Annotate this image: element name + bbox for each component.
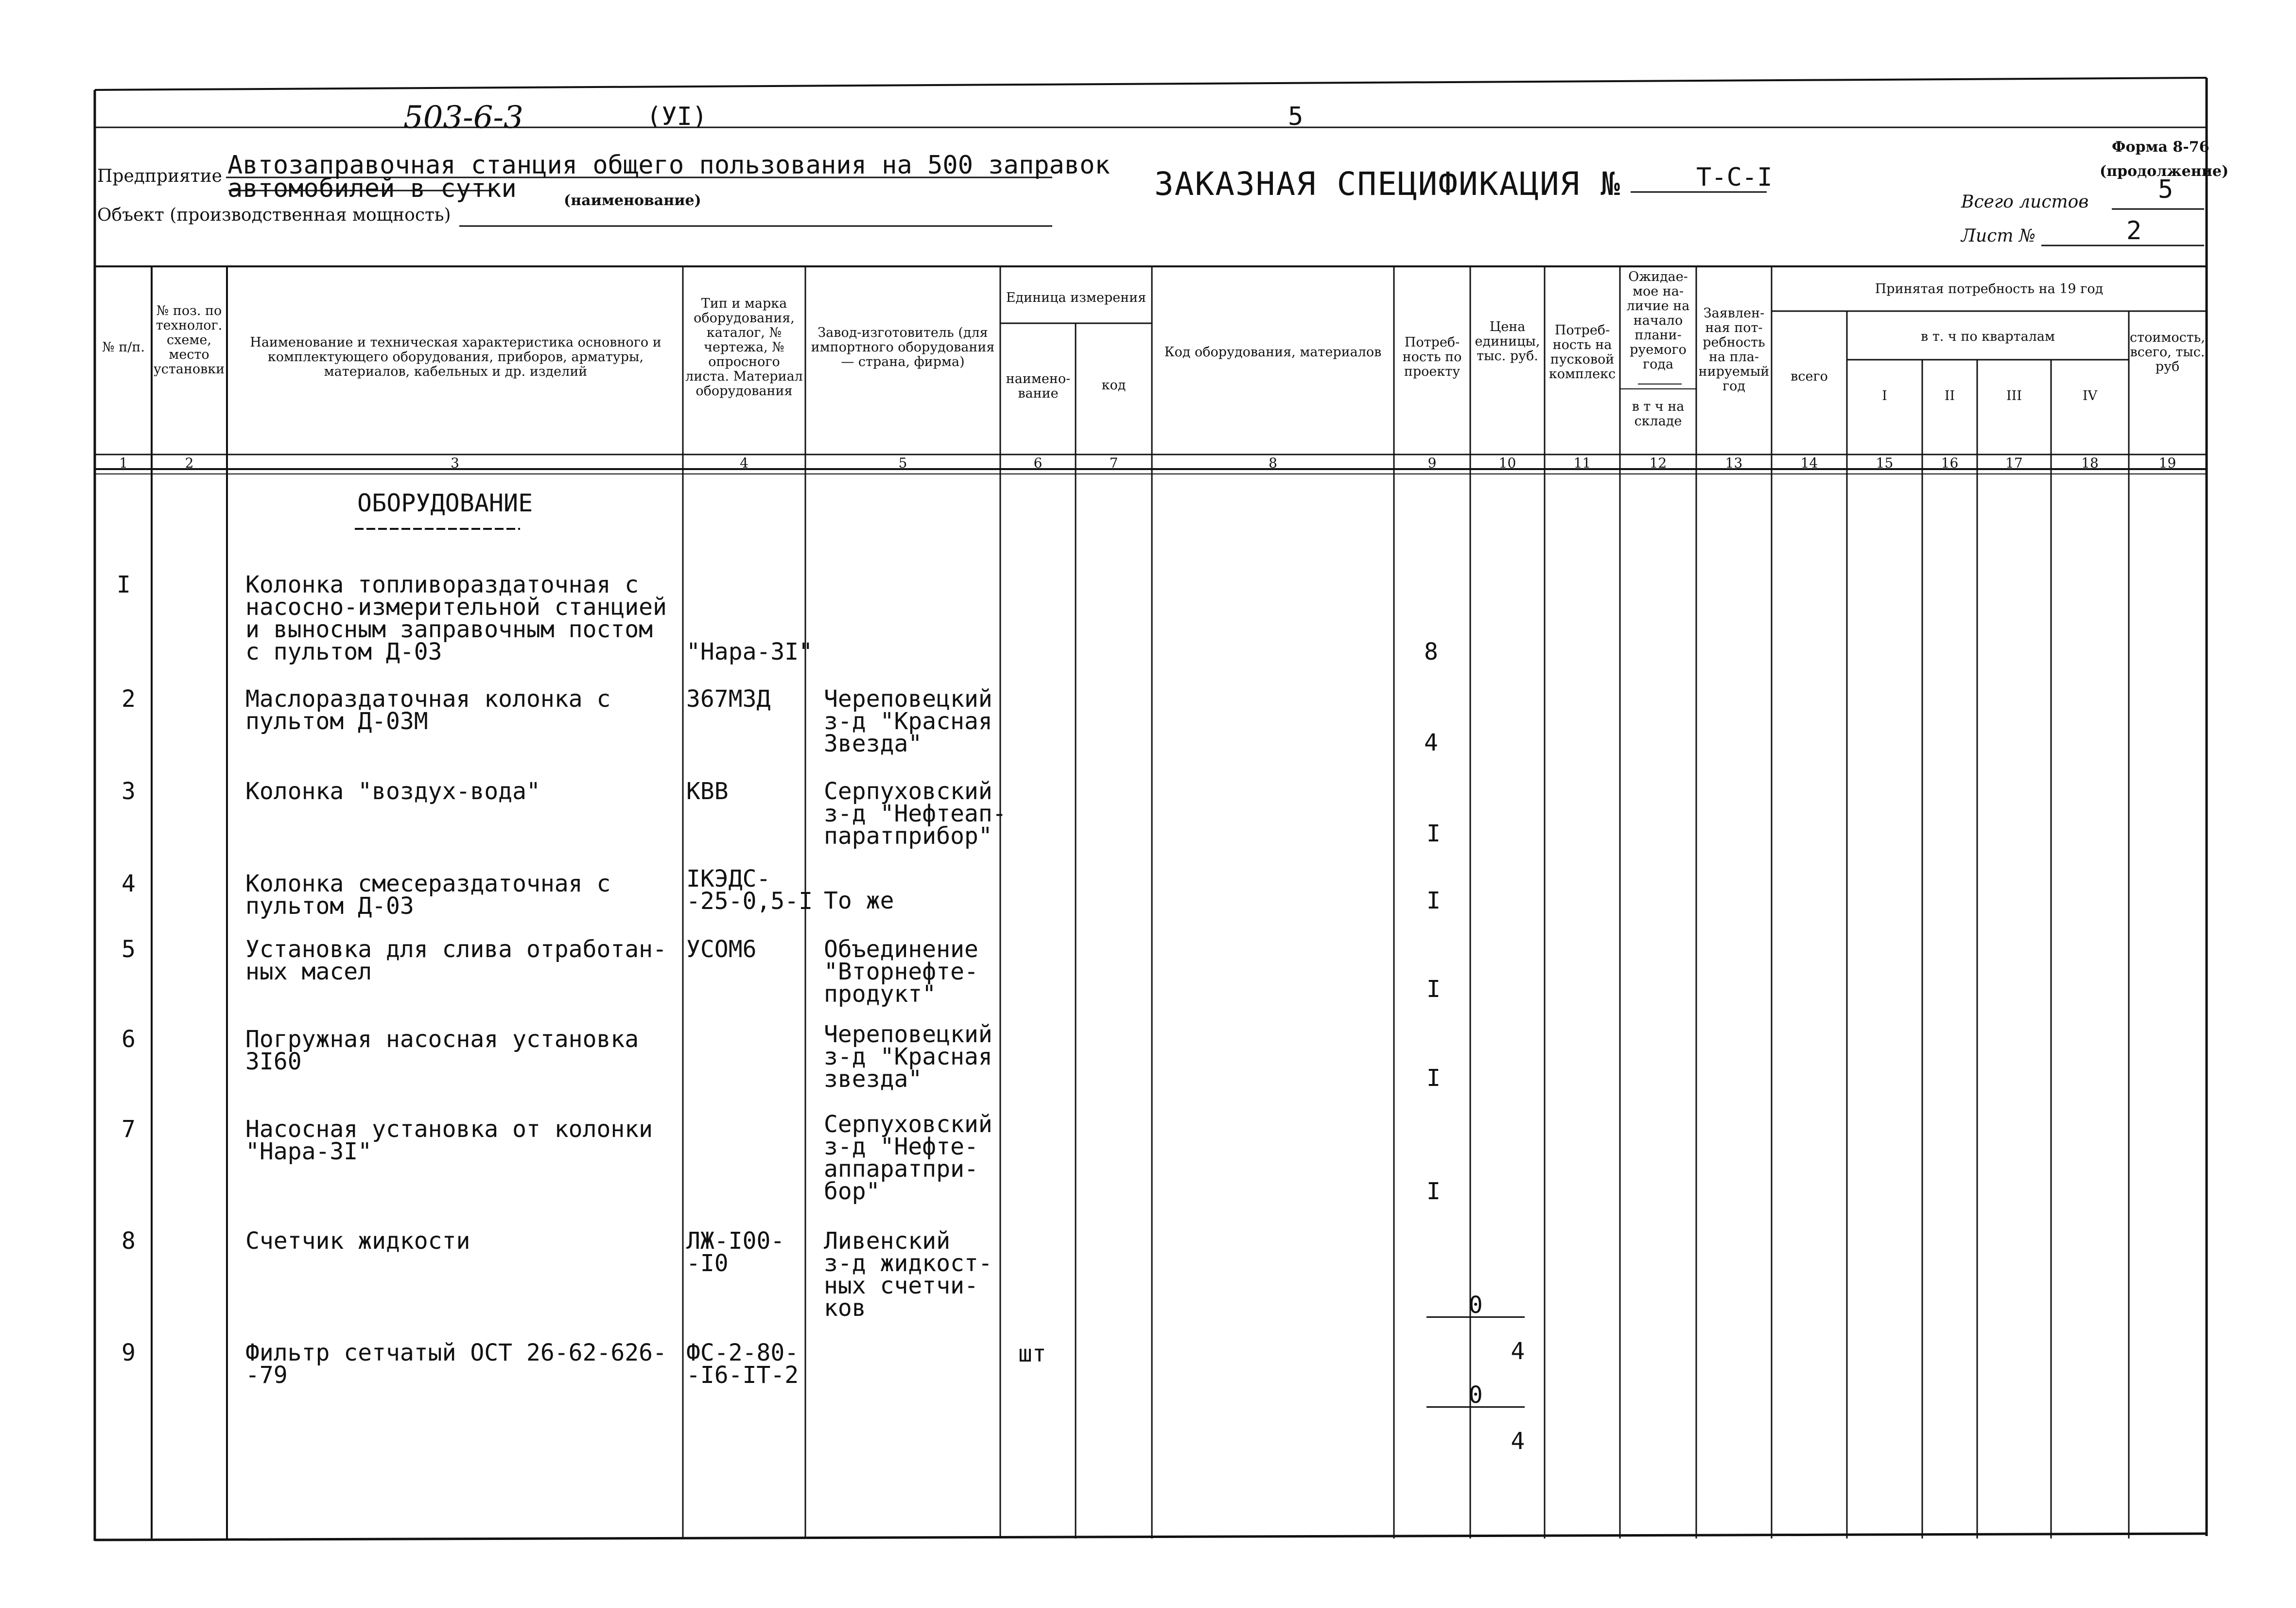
- col-header-18: IV: [2082, 388, 2098, 403]
- col-header-12-bottom: в т ч на складе: [1632, 399, 1685, 429]
- row-number: 5: [122, 936, 136, 963]
- row-number: 6: [122, 1026, 136, 1053]
- col-number: 3: [451, 455, 459, 471]
- row-maker: То же: [824, 887, 894, 914]
- enterprise-label: Предприятие: [97, 166, 222, 186]
- row-type: ФС-2-80- -I6-IТ-2: [686, 1339, 799, 1389]
- col-header-5: Завод-изготовитель (для импортного оборудования — страна, фирма): [811, 325, 995, 369]
- row-maker: Ливенский з-д жидкост- ных счетчи- ков: [824, 1227, 992, 1322]
- col-number: 2: [185, 455, 194, 471]
- row-number: I: [117, 571, 131, 598]
- col-header-quarters-group: в т. ч по кварталам: [1921, 329, 2055, 344]
- col-header-8: Код оборудования, материалов: [1164, 345, 1382, 360]
- col-header-2: № поз. по технолог. схеме, место установки: [153, 303, 225, 377]
- col-number: 6: [1033, 455, 1043, 471]
- row-quantity: I: [1426, 1065, 1441, 1092]
- page-number: 5: [1288, 102, 1304, 131]
- col-number: 19: [2158, 455, 2176, 471]
- document-code: 503-6-3: [403, 100, 523, 136]
- col-header-15: I: [1882, 388, 1887, 403]
- col-number: 17: [2005, 455, 2023, 471]
- row-name: Погружная насосная установка 3I60: [245, 1026, 639, 1075]
- total-sheets-value: 5: [2158, 175, 2174, 204]
- col-number: 8: [1269, 455, 1277, 471]
- row-quantity: I: [1426, 820, 1441, 847]
- col-header-accepted-group: Принятая потребность на 19 год: [1875, 281, 2104, 297]
- row-quantity: 8: [1424, 638, 1438, 665]
- col-header-14: всего: [1791, 369, 1828, 384]
- row-quantity: I: [1426, 976, 1441, 1003]
- row-name: Счетчик жидкости: [245, 1227, 470, 1255]
- row-type: УСОМ6: [686, 936, 757, 963]
- sheet-value: 2: [2126, 216, 2142, 245]
- col-number: 4: [740, 455, 748, 471]
- col-number: 12: [1649, 455, 1667, 471]
- row-maker: Череповецкий з-д "Красная Звезда": [824, 685, 992, 757]
- col-header-1: № п/п.: [102, 340, 145, 355]
- row-maker: Серпуховский з-д "Нефте- аппаратпри- бор": [824, 1111, 992, 1205]
- row-maker: Объединение "Вторнефте- продукт": [824, 936, 978, 1008]
- col-header-6: наименование: [1006, 371, 1071, 401]
- col-number: 9: [1427, 455, 1437, 471]
- col-number: 18: [2081, 455, 2099, 471]
- row-unit: шт: [1018, 1340, 1046, 1367]
- object-label: Объект (производственная мощность): [97, 205, 451, 225]
- row-name: Установка для слива отработан- ных масел: [245, 936, 667, 985]
- quantity-numerator: 0: [1426, 1384, 1525, 1408]
- row-number: 9: [122, 1339, 136, 1366]
- col-number: 15: [1876, 455, 1894, 471]
- spec-number: Т-С-I: [1696, 163, 1773, 192]
- row-name: Маслораздаточная колонка с пультом Д-03М: [245, 685, 611, 735]
- row-quantity: I: [1426, 1178, 1441, 1205]
- row-number: 4: [122, 870, 136, 897]
- col-number: 5: [898, 455, 907, 471]
- col-header-10: Цена единицы, тыс. руб.: [1475, 319, 1540, 364]
- row-maker: Серпуховский з-д "Нефтеап- паратприбор": [824, 778, 1007, 850]
- sheet-label: Лист №: [1961, 226, 2036, 246]
- row-number: 8: [122, 1227, 136, 1255]
- col-number: 11: [1573, 455, 1591, 471]
- row-type: "Нара-3I": [686, 638, 813, 665]
- col-header-16: II: [1944, 388, 1955, 403]
- col-number: 13: [1725, 455, 1743, 471]
- col-header-17: III: [2006, 388, 2022, 403]
- row-quantity: 4: [1424, 729, 1438, 756]
- col-header-4: Тип и марка оборудования, каталог, № чертежа, № опросного листа. Материал оборудования: [685, 296, 803, 399]
- col-number: 7: [1109, 455, 1118, 471]
- enterprise-name-line2: автомобилей в сутки: [227, 174, 517, 203]
- section-title: ОБОРУДОВАНИЕ: [357, 489, 533, 517]
- col-number: 16: [1941, 455, 1959, 471]
- quantity-numerator: 0: [1426, 1294, 1525, 1318]
- enterprise-name-line1: Автозаправочная станция общего пользования на 500 заправок: [227, 151, 1110, 180]
- quantity-denominator: 4: [1511, 1428, 1525, 1455]
- col-header-13: Заявленная потребность на планируемый год: [1698, 306, 1770, 394]
- col-header-12-top: Ожидаемое наличие на начало планируемого года: [1626, 269, 1690, 372]
- quantity-denominator: 4: [1511, 1338, 1525, 1365]
- name-caption: (наименование): [564, 192, 701, 209]
- col-header-3: Наименование и техническая характеристика основного и комплектующего оборудования, приборов, арматуры, материалов, кабельных и др. изделий: [250, 335, 661, 379]
- col-header-9: Потребность по проекту: [1402, 335, 1462, 379]
- section-number: (УI): [646, 102, 708, 131]
- row-maker: Череповецкий з-д "Красная звезда": [824, 1021, 992, 1093]
- col-header-19: стоимость, всего, тыс. руб: [2130, 330, 2205, 374]
- form-label: Форма 8-76: [2112, 139, 2209, 156]
- col-header-7: код: [1101, 378, 1126, 393]
- row-name: Колонка топливораздаточная с насосно-измерительной станцией и выносным заправочным постом с пультом Д-03: [245, 571, 667, 665]
- col-header-11: Потребность на пусковой комплекс: [1548, 323, 1616, 382]
- row-quantity: I: [1426, 887, 1441, 914]
- continuation-label: (продолжение): [2100, 163, 2229, 180]
- row-type: ЛЖ-I00- -I0: [686, 1227, 785, 1277]
- col-number: 10: [1498, 455, 1516, 471]
- col-number: 14: [1800, 455, 1818, 471]
- row-type: КВВ: [686, 778, 729, 805]
- row-type: IКЭДС- -25-0,5-I: [686, 865, 813, 915]
- row-number: 2: [122, 685, 136, 713]
- row-number: 3: [122, 778, 136, 805]
- document-title: ЗАКАЗНАЯ СПЕЦИФИКАЦИЯ №: [1154, 165, 1621, 203]
- row-name: Колонка "воздух-вода": [245, 778, 540, 805]
- total-sheets-label: Всего листов: [1961, 192, 2089, 212]
- row-name: Колонка смесераздаточная с пультом Д-03: [245, 870, 611, 920]
- row-name: Фильтр сетчатый ОСТ 26-62-626- -79: [245, 1339, 667, 1389]
- row-name: Насосная установка от колонки "Нара-3I": [245, 1116, 653, 1165]
- col-number: 1: [119, 455, 128, 471]
- row-quantity: [1426, 1339, 1525, 1475]
- row-number: 7: [122, 1116, 136, 1143]
- row-type: 367МЗД: [686, 685, 771, 713]
- col-header-unit-group: Единица измерения: [1006, 290, 1147, 305]
